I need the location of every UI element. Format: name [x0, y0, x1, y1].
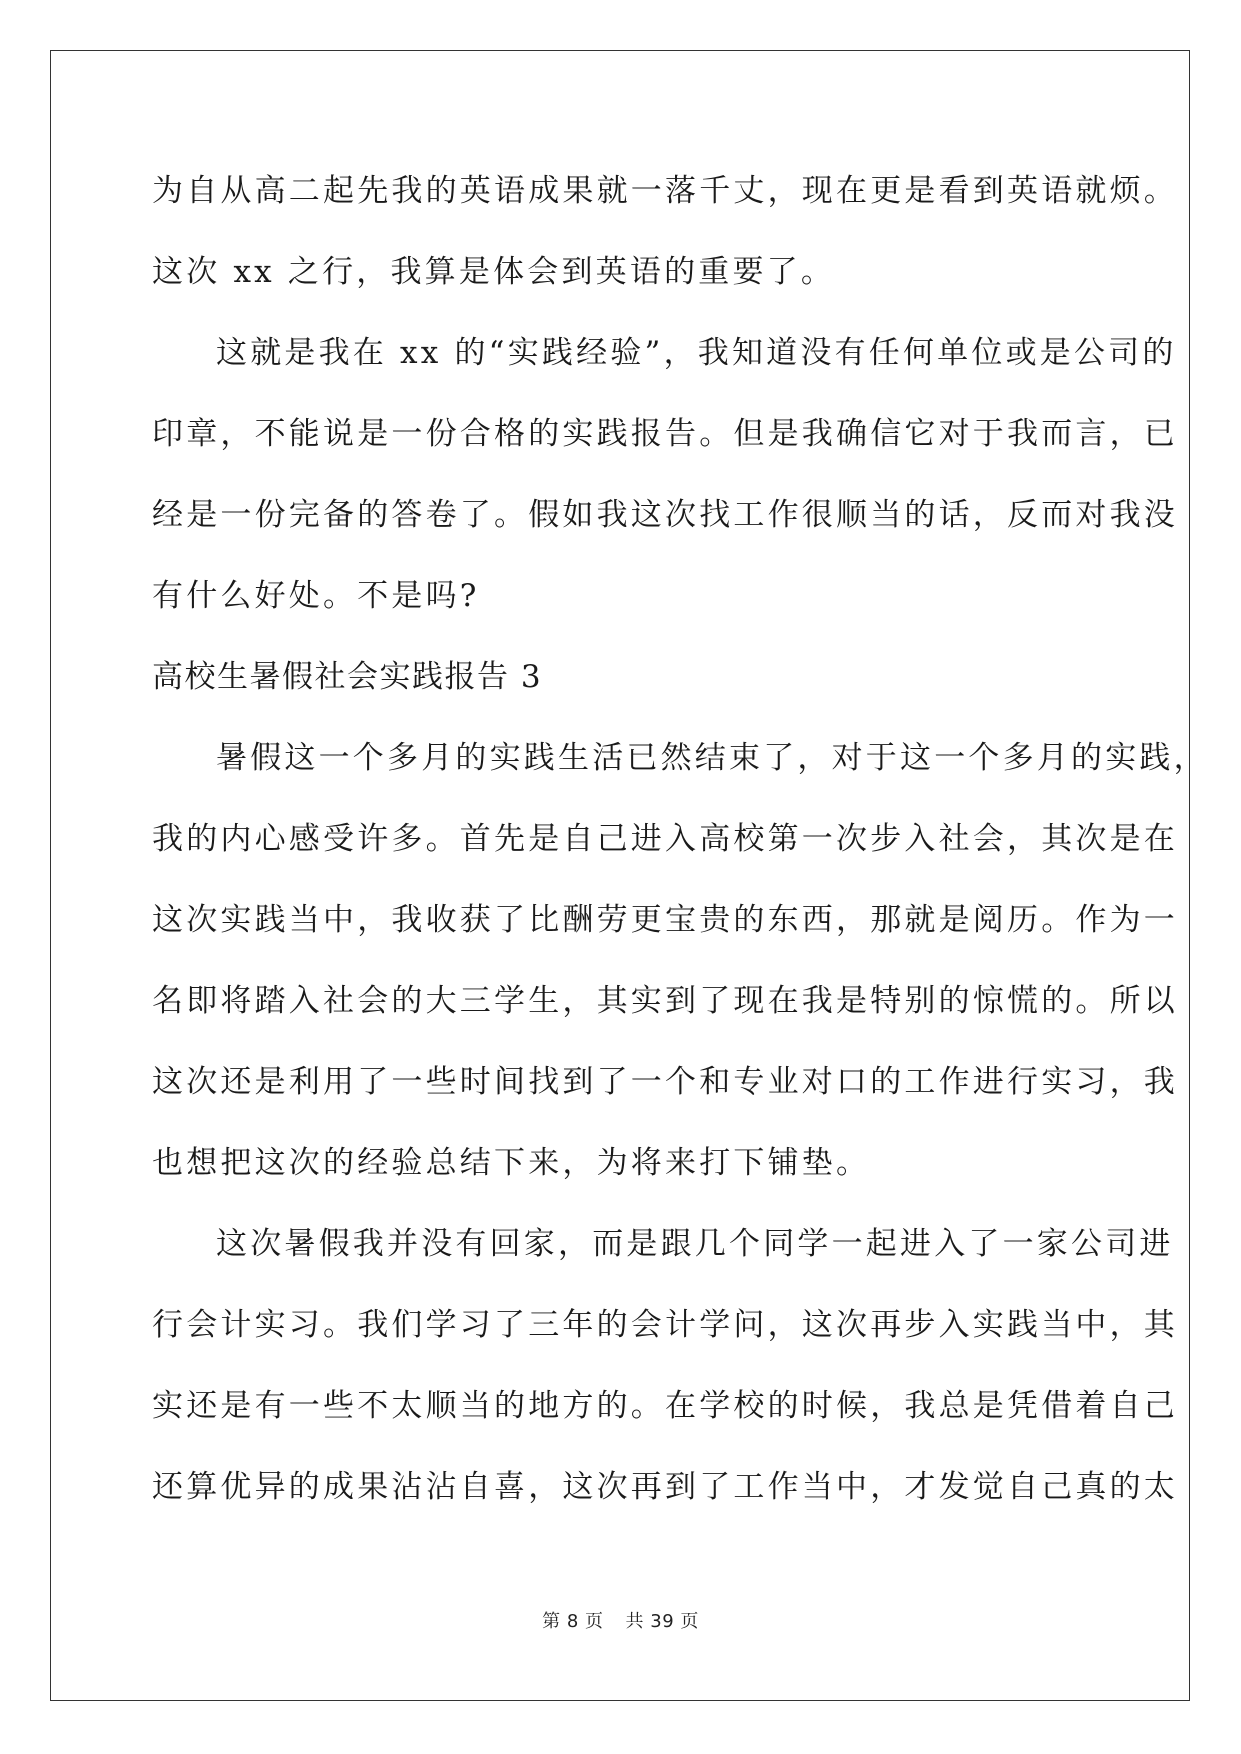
- text-line: 还算优异的成果沾沾自喜，这次再到了工作当中，才发觉自己真的太: [152, 1469, 1178, 1505]
- text-line: 暑假这一个多月的实践生活已然结束了，对于这一个多月的实践，: [216, 740, 1208, 776]
- page-total: 共 39 页: [625, 1611, 699, 1632]
- text-line: 印章，不能说是一份合格的实践报告。但是我确信它对于我而言，已: [152, 416, 1178, 452]
- text-line: 实还是有一些不太顺当的地方的。在学校的时候，我总是凭借着自己: [152, 1388, 1178, 1424]
- page-footer: [0, 1607, 1241, 1633]
- text-line: 这次 xx 之行，我算是体会到英语的重要了。: [152, 254, 836, 290]
- text-line: 这次暑假我并没有回家，而是跟几个同学一起进入了一家公司进: [216, 1226, 1174, 1262]
- text-line: 也想把这次的经验总结下来，为将来打下铺垫。: [152, 1145, 871, 1181]
- text-line: 这次还是利用了一些时间找到了一个和专业对口的工作进行实习，我: [152, 1064, 1178, 1100]
- document-body: [152, 163, 1208, 1540]
- text-line: 经是一份完备的答卷了。假如我这次找工作很顺当的话，反而对我没: [152, 497, 1178, 533]
- text-line: 为自从高二起先我的英语成果就一落千丈，现在更是看到英语就烦。: [152, 173, 1178, 209]
- text-line: 这就是我在 xx 的“实践经验”，我知道没有任何单位或是公司的: [216, 335, 1177, 371]
- section-heading: 高校生暑假社会实践报告 3: [152, 659, 543, 695]
- text-line: 名即将踏入社会的大三学生，其实到了现在我是特别的惊慌的。所以: [152, 983, 1178, 1019]
- page-number: 第 8 页: [542, 1611, 604, 1632]
- text-line: 行会计实习。我们学习了三年的会计学问，这次再步入实践当中，其: [152, 1307, 1178, 1343]
- text-line: 这次实践当中，我收获了比酬劳更宝贵的东西，那就是阅历。作为一: [152, 902, 1178, 938]
- text-line: 我的内心感受许多。首先是自己进入高校第一次步入社会，其次是在: [152, 821, 1178, 857]
- text-line: 有什么好处。不是吗?: [152, 578, 480, 614]
